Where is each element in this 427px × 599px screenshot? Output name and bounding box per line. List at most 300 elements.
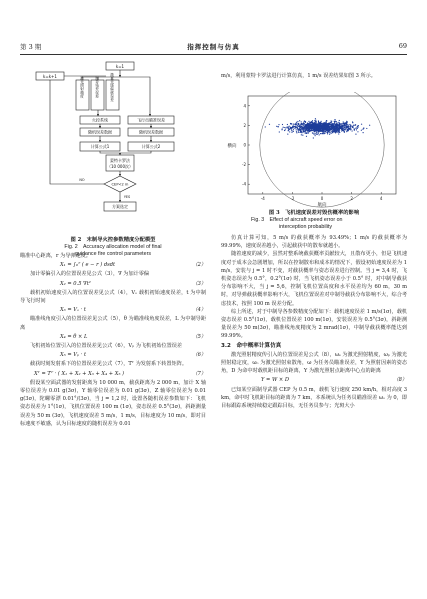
scatter-point bbox=[291, 132, 292, 133]
y-tick-label: 2 bbox=[243, 122, 246, 128]
scatter-point bbox=[331, 121, 332, 122]
scatter-point bbox=[366, 128, 367, 129]
scatter-point bbox=[336, 132, 337, 133]
scatter-point bbox=[331, 126, 332, 127]
scatter-point bbox=[347, 124, 348, 125]
eq-6-number: （6） bbox=[192, 352, 206, 359]
scatter-point bbox=[337, 130, 338, 131]
monte-carlo-label: 蒙特卡罗法 bbox=[110, 158, 130, 163]
scatter-point bbox=[355, 125, 356, 126]
scatter-point bbox=[369, 125, 370, 126]
x-ticks bbox=[261, 192, 383, 201]
scatter-point bbox=[338, 133, 339, 134]
scatter-point bbox=[277, 126, 278, 127]
scatter-point bbox=[306, 136, 307, 137]
scatter-point bbox=[322, 128, 323, 129]
scatter-point bbox=[330, 123, 331, 124]
scatter-point bbox=[340, 123, 341, 124]
scatter-point bbox=[313, 123, 314, 124]
fig3-caption bbox=[221, 210, 407, 232]
scatter-point bbox=[311, 126, 312, 127]
scatter-point bbox=[326, 130, 327, 131]
scatter-point bbox=[321, 127, 322, 128]
scatter-point bbox=[339, 130, 340, 131]
issue-number: 第 3 期 bbox=[20, 43, 42, 51]
target-circle bbox=[260, 92, 384, 207]
scatter-point bbox=[313, 128, 314, 129]
scatter-point bbox=[342, 130, 343, 131]
scatter-point bbox=[312, 122, 313, 123]
fig3-caption-en2: interception probability bbox=[279, 224, 332, 231]
scatter-point bbox=[297, 121, 298, 122]
scatter-point bbox=[336, 121, 337, 122]
para-l5: 飞机初始位置引入的位置误差见公式（6），Vₚ 为飞机初始位置误差 bbox=[30, 343, 183, 350]
scatter-point bbox=[296, 127, 297, 128]
scatter-point bbox=[296, 131, 297, 132]
eq-3-number: （3） bbox=[192, 280, 206, 287]
scatter-point bbox=[301, 134, 302, 135]
scatter-point bbox=[308, 124, 309, 125]
scatter-point bbox=[333, 125, 334, 126]
fig2-caption-en1: Fig. 2 Accuracy allocation model of final bbox=[64, 244, 162, 251]
scatter-point bbox=[305, 133, 306, 134]
x-tick-label: 4 bbox=[379, 196, 383, 201]
scatter-point bbox=[331, 133, 332, 134]
scatter-point bbox=[356, 129, 357, 130]
scatter-point bbox=[302, 135, 303, 136]
eq-2 bbox=[20, 261, 206, 269]
scatter-point bbox=[302, 131, 303, 132]
scatter-point bbox=[292, 127, 293, 128]
scatter-point bbox=[303, 128, 304, 129]
scatter-point bbox=[317, 123, 318, 124]
scatter-point bbox=[325, 127, 326, 128]
scatter-point bbox=[351, 126, 352, 127]
scatter-point bbox=[336, 129, 337, 130]
scatter-point bbox=[343, 124, 344, 125]
scatter-point bbox=[299, 129, 300, 130]
scatter-point bbox=[306, 126, 307, 127]
scatter-point bbox=[293, 125, 294, 126]
scatter-point bbox=[317, 129, 318, 130]
scatter-point bbox=[329, 123, 330, 124]
scatter-point bbox=[321, 123, 322, 124]
scatter-point bbox=[311, 130, 312, 131]
scatter-point bbox=[325, 123, 326, 124]
para-r6: 已知某空面制导武器 CEP 为 0.5 m，载机飞行速度 250 km/h，相对高度 3 km，命中时飞机距目标的距离为 7 km，本系统认为任务员瞄准误差 ωₒ 为 0，即目标跟踪系统持续稳定跟踪目标，无任务员参与；光斑大小 bbox=[221, 386, 407, 410]
fig3-caption-en1: Fig. 3 Effect of aircraft speed error on bbox=[251, 217, 343, 224]
scatter-point bbox=[343, 121, 344, 122]
scatter-point bbox=[313, 137, 314, 138]
scatter-point bbox=[327, 132, 328, 133]
scatter-point bbox=[324, 124, 325, 125]
eq-6 bbox=[20, 351, 206, 359]
left-column bbox=[20, 252, 206, 428]
scatter-point bbox=[310, 125, 311, 126]
scatter-point bbox=[287, 124, 288, 125]
scatter-point bbox=[306, 127, 307, 128]
running-header bbox=[20, 42, 407, 54]
scatter-point bbox=[269, 124, 270, 125]
factor-label-1: 激光照射精度 bbox=[80, 76, 85, 98]
para-r5: 激光照射精度传引入的位置误差见公式（8），ωₛ 为激光照射精度，ωₚ 为激光照射稳定度，ωₒ 为激光照射束散角，ω 为任务员瞄准误差，Y 为照射因素的姿态角，D 为命中时载机距目标的距离，Y 为激光照射点距离中心点的距离 bbox=[221, 351, 407, 375]
journal-title: 指挥控制与仿真 bbox=[187, 43, 240, 51]
scatter-point bbox=[282, 124, 283, 125]
eq-3-body: X₂ = 0.5 ∇t² bbox=[60, 280, 91, 287]
scatter-point bbox=[343, 125, 344, 126]
scatter-point bbox=[301, 131, 302, 132]
scatter-point bbox=[316, 127, 317, 128]
factor-label-2: 制导残差误差 bbox=[95, 76, 100, 98]
scatter-point bbox=[346, 121, 347, 122]
scatter-point bbox=[327, 129, 328, 130]
scatter-point bbox=[357, 126, 358, 127]
target-error-label: 飞行员瞄准误差 bbox=[137, 117, 165, 123]
scatter-point bbox=[345, 128, 346, 129]
scatter-point bbox=[347, 130, 348, 131]
scatter-point bbox=[283, 127, 284, 128]
para-r1: m/s，利用蒙特卡罗法进行计算仿真，1 m/s 误差结果如图 3 所示。 bbox=[221, 73, 376, 79]
scatter-point bbox=[293, 129, 294, 130]
section-3-2: 3.2 命中概率计算仿真 bbox=[221, 342, 282, 349]
scatter-point bbox=[345, 123, 346, 124]
scatter-point bbox=[327, 123, 328, 124]
scatter-point bbox=[349, 129, 350, 130]
scatter-point bbox=[316, 134, 317, 135]
scatter-point bbox=[304, 130, 305, 131]
flowchart-figure bbox=[20, 60, 206, 236]
scatter-point bbox=[334, 128, 335, 129]
scatter-point bbox=[339, 120, 340, 121]
scatter-point bbox=[287, 133, 288, 134]
para-l4: 瞄准线角度引入的位置误差见公式（5），θ 为瞄准线角度误差，L 为中制导距离 bbox=[20, 316, 206, 331]
scatter-point bbox=[323, 127, 324, 128]
factor-label-3: 激光光斑偏移误差 bbox=[110, 72, 115, 102]
scatter-point bbox=[331, 124, 332, 125]
scatter-point bbox=[291, 130, 292, 131]
scatter-point bbox=[319, 128, 320, 129]
scatter-point bbox=[287, 127, 288, 128]
scatter-point bbox=[309, 129, 310, 130]
scatter-point bbox=[297, 129, 298, 130]
scatter-point bbox=[310, 130, 311, 131]
scatter-point bbox=[320, 133, 321, 134]
scatter-point bbox=[299, 125, 300, 126]
para-l3: 载机初始速度引入的位置误差见公式（4），Vₒ 载机初始速度误差，t 为中制导飞行时间 bbox=[20, 289, 206, 305]
scatter-point bbox=[325, 131, 326, 132]
scatter-point bbox=[327, 133, 328, 134]
eq-6-body: X₅ = Vₚ · t bbox=[60, 352, 87, 359]
scatter-point bbox=[282, 128, 283, 129]
scatter-point bbox=[304, 120, 305, 121]
scatter-point bbox=[299, 120, 300, 121]
scatter-point bbox=[298, 126, 299, 127]
right-column-top bbox=[221, 72, 407, 80]
scatter-point bbox=[305, 122, 306, 123]
scatter-point bbox=[339, 125, 340, 126]
scatter-point bbox=[351, 130, 352, 131]
scatter-point bbox=[327, 125, 328, 126]
para-r3: 随着速度的减少，虽然对整系统截获概率贡献较大，且散布更小，但是飞机速度对于成本会急剧增加，所以在控制散布和成本的情况下，假设初始速度误差为 1 m/s，安装与 j = 1 时不变，对截获概率与姿态误差进行控制。当 j = 3,4 时，飞机姿态误差为 0.5°，0.2°(1σ) 时，当飞机姿态误差小于 0.5° 时，对中制导截获分布影响不大，当 j = 5,6，控制飞机位置高度和水平误差均为 60 m，30 m 时，对导弹截获概率影响不大，飞机位置误差对中制导截获分布影响不大，综合考虑技术，按照 100 m 误差分配。 bbox=[221, 251, 407, 307]
scatter-point bbox=[352, 121, 353, 122]
scatter-point bbox=[337, 125, 338, 126]
scatter-point bbox=[309, 124, 310, 125]
scatter-point bbox=[315, 135, 316, 136]
eq-4-body: X₃ = Vₒ · t bbox=[60, 307, 86, 314]
scatter-point bbox=[293, 124, 294, 125]
scatter-point bbox=[342, 125, 343, 126]
scatter-point bbox=[327, 127, 328, 128]
x-axis-label: 航向 bbox=[317, 203, 327, 208]
scatter-point bbox=[301, 132, 302, 133]
scatter-point bbox=[335, 124, 336, 125]
scatter-point bbox=[354, 130, 355, 131]
scatter-point bbox=[315, 123, 316, 124]
scatter-point bbox=[289, 128, 290, 129]
scatter-point bbox=[321, 121, 322, 122]
scatter-point bbox=[298, 132, 299, 133]
fig2-caption-zh: 图 2 末制导火控参数精度分配模型 bbox=[70, 237, 156, 243]
scatter-point bbox=[312, 132, 313, 133]
scatter-point bbox=[310, 127, 311, 128]
scatter-point bbox=[286, 127, 287, 128]
scatter-point bbox=[315, 118, 316, 119]
scatter-point bbox=[301, 127, 302, 128]
scatter-point bbox=[357, 131, 358, 132]
scatter-point bbox=[296, 129, 297, 130]
scatter-point bbox=[279, 131, 280, 132]
eq-8-number: （8） bbox=[393, 377, 407, 384]
scatter-point bbox=[296, 124, 297, 125]
scatter-point bbox=[301, 126, 302, 127]
scatter-point bbox=[296, 123, 297, 124]
scatter-point bbox=[305, 130, 306, 131]
scatter-point bbox=[350, 128, 351, 129]
y-tick-label: -2 bbox=[242, 162, 246, 168]
scatter-point bbox=[305, 125, 306, 126]
scatter-point bbox=[314, 120, 315, 121]
scatter-point bbox=[347, 126, 348, 127]
scatter-point bbox=[312, 120, 313, 121]
decision-label: CEP<2 m bbox=[111, 182, 129, 187]
scatter-point bbox=[319, 124, 320, 125]
scatter-point bbox=[289, 131, 290, 132]
scatter-point bbox=[356, 127, 357, 128]
scatter-point bbox=[333, 129, 334, 130]
scatter-point bbox=[342, 128, 343, 129]
right-column-body bbox=[221, 234, 407, 410]
random-b-label: 随机误差数据 bbox=[139, 129, 163, 135]
scatter-point bbox=[357, 128, 358, 129]
scatter-point bbox=[291, 123, 292, 124]
scatter-point bbox=[319, 134, 320, 135]
scatter-point bbox=[339, 126, 340, 127]
scatter-point bbox=[334, 131, 335, 132]
scatter-point bbox=[329, 132, 330, 133]
scatter-point bbox=[324, 128, 325, 129]
scatter-point bbox=[303, 129, 304, 130]
scatter-point bbox=[307, 123, 308, 124]
scatter-point bbox=[296, 132, 297, 133]
scatter-point bbox=[308, 121, 309, 122]
scatter-point bbox=[363, 128, 364, 129]
scatter-point bbox=[318, 124, 319, 125]
scatter-point bbox=[308, 132, 309, 133]
eq-8-body: Y = W × D bbox=[261, 377, 289, 384]
scatter-point bbox=[348, 124, 349, 125]
eq-4-number: （4） bbox=[192, 307, 206, 314]
scatter-point bbox=[348, 126, 349, 127]
eq-3 bbox=[20, 280, 206, 288]
scatter-point bbox=[295, 124, 296, 125]
scatter-point bbox=[284, 127, 285, 128]
scatter-point bbox=[361, 130, 362, 131]
scatter-point bbox=[336, 130, 337, 131]
scatter-point bbox=[324, 133, 325, 134]
scatter-point bbox=[300, 129, 301, 130]
scatter-point bbox=[330, 122, 331, 123]
para-l2: 加计零偏引入的位置误差见公式（3），∇ 为加计零偏 bbox=[30, 271, 150, 278]
scatter-point bbox=[290, 123, 291, 124]
scatter-point bbox=[321, 133, 322, 134]
scatter-point bbox=[323, 125, 324, 126]
scatter-point bbox=[316, 124, 317, 125]
scatter-point bbox=[315, 130, 316, 131]
yes-label: YES bbox=[123, 195, 131, 199]
scatter-point bbox=[314, 133, 315, 134]
scatter-point bbox=[338, 128, 339, 129]
scatter-point bbox=[355, 134, 356, 135]
scatter-point bbox=[343, 129, 344, 130]
scatter-point bbox=[361, 124, 362, 125]
scatter-point bbox=[345, 129, 346, 130]
scatter-point bbox=[340, 128, 341, 129]
header-rule bbox=[20, 54, 407, 55]
para-r2: 仿真计算可知，5 m/s 的截获概率为 93.49%；1 m/s 的截获概率为 99.99%，速度误差越小，引起截获中的散布就越小。 bbox=[221, 235, 407, 250]
next-k-label: k=k+1 bbox=[43, 73, 57, 79]
scatter-point bbox=[306, 133, 307, 134]
scatter-point bbox=[326, 120, 327, 121]
eq-8 bbox=[221, 376, 407, 384]
scatter-point bbox=[328, 124, 329, 125]
scatter-point bbox=[311, 122, 312, 123]
para-r4: 综上所述，对于中制导各参数精度分配如下：载机速度误差 1 m/s(1σ)，载机姿态误差 0.5°(1σ)，载机位置误差 100 m(1σ)，安装误差为 0.5°(3σ)，斜距测量误差为 50 m(3σ)，瞄准线角度精度为 2 mrad(1σ)，中制导截获概率能达到 99.99%。 bbox=[221, 308, 407, 340]
fire-error-label: 火控系统 bbox=[92, 117, 108, 123]
scatter-point bbox=[331, 129, 332, 130]
para-l7: 假设某空面武器的发射距离为 10 000 m，截获距离为 2 000 m，加计 X 轴零位误差为 0.01 g(3σ)，Y 轴零位误差为 0.01 g(3σ)，Z 轴零位误差为 0.01 g(3σ)，陀螺零漂 0.01°/(3σ)，当 j = 1,2 时，设置各随机误差参数如下：飞机姿态误差为 1°(1σ)，飞机位置误差 100 m (1σ)，姿态误差 0.5°(3σ)，斜距测量误差为 50 m (3σ)，飞机速度误差 5 m/s，1 m/s，目标速度为 10 m/s，即对目标速度不敏感，认为目标速度的随机误差为 0.01 bbox=[20, 379, 206, 427]
scatter-point bbox=[297, 127, 298, 128]
scatter-point bbox=[307, 130, 308, 131]
scatter-point bbox=[305, 131, 306, 132]
eq-2-number: （2） bbox=[192, 262, 206, 269]
scatter-point bbox=[353, 125, 354, 126]
formula-label: 计算公式1 bbox=[90, 144, 110, 149]
scatter-point bbox=[290, 127, 291, 128]
scatter-point bbox=[265, 126, 266, 127]
y-ticks bbox=[242, 103, 250, 186]
scatter-point bbox=[320, 130, 321, 131]
scatter-point bbox=[317, 126, 318, 127]
scatter-point bbox=[335, 126, 336, 127]
scatter-point bbox=[322, 123, 323, 124]
scatter-point bbox=[321, 125, 322, 126]
y-tick-label: -4 bbox=[242, 181, 246, 187]
scatter-point bbox=[315, 125, 316, 126]
fig3-caption-zh: 图 3 飞机速度误差对毁伤概率的影响 bbox=[268, 210, 360, 216]
scatter-point bbox=[323, 133, 324, 134]
scatter-point bbox=[303, 122, 304, 123]
scatter-point bbox=[338, 131, 339, 132]
scatter-point bbox=[344, 131, 345, 132]
scatter-point bbox=[320, 122, 321, 123]
eq-2-body: X₁ = ∫₀ᵀ ( e − r ) dsdt bbox=[60, 262, 116, 269]
monte-carlo-count: （10 000次） bbox=[107, 164, 133, 169]
scatter-point bbox=[289, 126, 290, 127]
scatter-point bbox=[294, 128, 295, 129]
scatter-point bbox=[315, 121, 316, 122]
scatter-point bbox=[313, 134, 314, 135]
scatter-point bbox=[285, 129, 286, 130]
scatter-point bbox=[317, 134, 318, 135]
y-axis-label: 横向 bbox=[227, 144, 237, 149]
x-tick-label: -2 bbox=[290, 196, 295, 201]
eq-7-body: Xᵀ = Tᵀ · ( X₁ + X₂ + X₃ + X₄ + X₅ ) bbox=[34, 370, 125, 377]
scatter-point bbox=[312, 129, 313, 130]
scatter-point bbox=[333, 131, 334, 132]
formula2-label: 计算公式2 bbox=[141, 144, 161, 149]
para-l1: 瞄准中心距离，r 为导弹速度。 bbox=[20, 253, 91, 259]
scatter-point bbox=[334, 119, 335, 120]
scatter-point bbox=[339, 122, 340, 123]
init-k-label: k=1 bbox=[115, 63, 125, 69]
scatter-point bbox=[303, 125, 304, 126]
scatter-point bbox=[344, 127, 345, 128]
scatter-point bbox=[346, 122, 347, 123]
scatter-point bbox=[332, 126, 333, 127]
scatter-point bbox=[318, 133, 319, 134]
para-l6: 截获时刻发射系下的位置误差见公式（7），Tᵀ 为发射系下转置矩阵。 bbox=[30, 361, 187, 368]
scatter-point bbox=[311, 128, 312, 129]
scatter-point bbox=[300, 126, 301, 127]
x-tick-label: 2 bbox=[350, 196, 353, 201]
scatter-point bbox=[290, 128, 291, 129]
scatter-point bbox=[334, 123, 335, 124]
eq-5-number: （5） bbox=[192, 333, 206, 340]
scatter-point bbox=[293, 131, 294, 132]
scatter-point bbox=[337, 122, 338, 123]
scatter-chart bbox=[226, 92, 402, 208]
scatter-point bbox=[315, 128, 316, 129]
eq-5 bbox=[20, 333, 206, 341]
fig2-caption-en2: guidance fire control parameters bbox=[75, 251, 151, 258]
scatter-point bbox=[322, 130, 323, 131]
page-number: 69 bbox=[398, 42, 407, 50]
x-tick-label: 0 bbox=[320, 196, 324, 201]
scatter-point bbox=[337, 127, 338, 128]
scatter-point bbox=[301, 121, 302, 122]
scatter-point bbox=[341, 127, 342, 128]
scatter-point bbox=[288, 130, 289, 131]
scatter-point bbox=[308, 126, 309, 127]
scatter-point bbox=[304, 127, 305, 128]
scatter-point bbox=[329, 129, 330, 130]
scatter-point bbox=[331, 131, 332, 132]
random-a-label: 随机误差数据 bbox=[88, 129, 112, 135]
scatter-point bbox=[318, 131, 319, 132]
y-tick-label: 4 bbox=[243, 103, 246, 109]
eq-4 bbox=[20, 306, 206, 314]
scatter-point bbox=[329, 126, 330, 127]
